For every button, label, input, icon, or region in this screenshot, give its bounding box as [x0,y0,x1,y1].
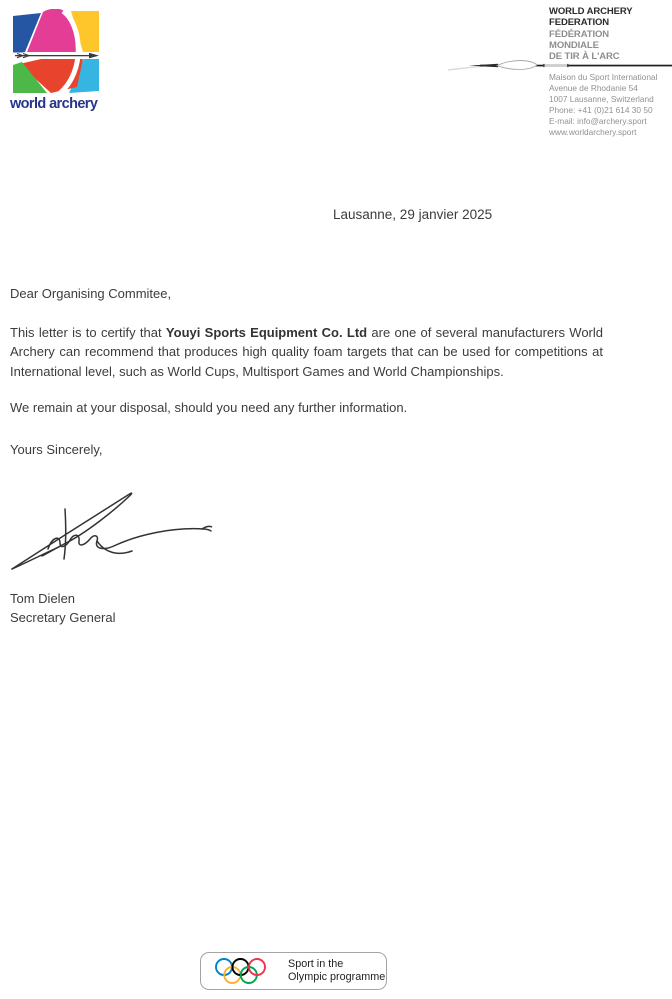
closing-line: We remain at your disposal, should you need any further information. [10,399,408,415]
address-line: Phone: +41 (0)21 614 30 50 [549,105,653,115]
olympic-rings-icon [215,957,267,985]
dateline: Lausanne, 29 janvier 2025 [333,207,493,222]
address-line: 1007 Lausanne, Switzerland [549,94,654,104]
signer-title: Secretary General [10,610,116,625]
badge-text-line2: Olympic programme [288,971,386,983]
address-line: Avenue de Rhodanie 54 [549,83,638,93]
website-text: www.worldarchery.sport [549,127,637,137]
paragraph-pre-text: This letter is to certify that [10,325,166,340]
address-line: Maison du Sport International [549,72,658,82]
company-name-bold: Youyi Sports Equipment Co. Ltd [165,325,368,340]
email-text: E-mail: info@archery.sport [549,116,647,126]
world-archery-wordmark: world archery [10,96,98,112]
letter-body [10,284,603,459]
world-archery-logo-icon [11,9,101,95]
badge-text-line1: Sport in the [288,957,344,970]
signer-name: Tom Dielen [10,591,76,606]
signature-image [8,483,213,575]
badge-text [288,958,385,985]
org-name-fr-line: MONDIALE [549,40,599,52]
address-block [549,72,669,138]
body-paragraph [10,323,603,381]
olympic-programme-badge [200,952,387,990]
org-name-en-line: WORLD ARCHERY [549,6,633,17]
org-name-fr-line: FÉDÉRATION [549,29,610,41]
paragraph-post-text: are one of several manufacturers World Archery can recommend that produces high quality foam targets that can be used for competitions at International level, such as World Cups, Multisport Games and World Championships. [10,325,603,379]
salutation: Dear Organising Commitee, [10,286,172,301]
org-name-en-line: FEDERATION [549,16,610,28]
signoff-line: Yours Sincerely, [10,441,103,457]
org-name-fr-line: DE TIR À L'ARC [549,50,620,62]
signer-block [10,589,116,627]
org-name-block [549,7,669,63]
